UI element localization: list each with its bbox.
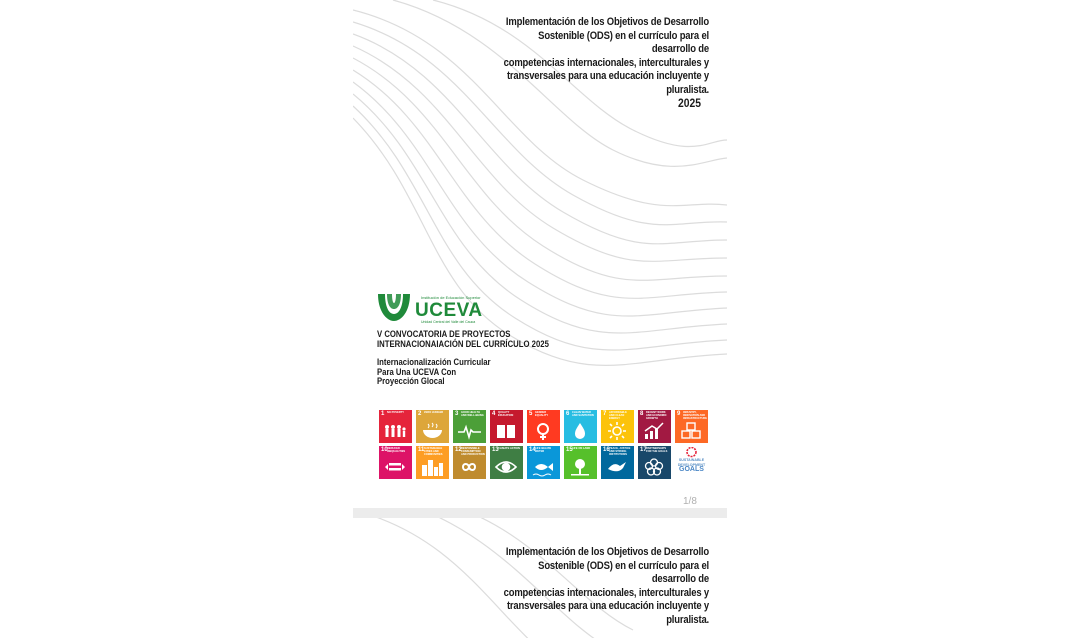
fish-icon bbox=[531, 457, 556, 477]
program-line: Proyección Glocal bbox=[377, 376, 445, 386]
sdg-tile-number: 11 bbox=[418, 447, 425, 453]
eye-globe-icon bbox=[494, 457, 519, 477]
sdg-tile-number: 12 bbox=[455, 447, 462, 453]
sdg-tile bbox=[453, 410, 486, 443]
program-heading bbox=[377, 358, 491, 387]
title-line: Implementación de los Objetivos de Desarrollo bbox=[505, 546, 709, 558]
sdg-tile-number: 9 bbox=[677, 411, 681, 417]
sdg-tile-number: 13 bbox=[492, 447, 499, 453]
sdg-tile-number: 2 bbox=[418, 411, 422, 417]
sdg-tile-number: 8 bbox=[640, 411, 644, 417]
sdg-tile bbox=[379, 410, 412, 443]
sdg-tile bbox=[379, 446, 412, 479]
sdg-tile-number: 14 bbox=[529, 447, 536, 453]
title-line: transversales para una educación incluyente y bbox=[506, 70, 709, 83]
sdg-tile bbox=[601, 410, 634, 443]
sdg-tile-label: INDUSTRY, INNOVATION AND INFRASTRUCTURE bbox=[683, 411, 707, 420]
sdg-tile bbox=[564, 446, 597, 479]
sdg-tile bbox=[564, 410, 597, 443]
goals-line: SUSTAINABLE bbox=[678, 458, 705, 462]
sdg-tile-label: SUSTAINABLE CITIES AND COMMUNITIES bbox=[424, 447, 443, 456]
convocatoria-line: INTERNACIONAIACIÓN DEL CURRÍCULO 2025 bbox=[377, 338, 549, 349]
document-year: 2025 bbox=[678, 96, 701, 110]
title-line: transversales para una educación incluyente y bbox=[506, 600, 709, 613]
sdg-tile-number: 5 bbox=[529, 411, 533, 417]
equality-icon bbox=[383, 457, 408, 477]
sdg-tile-number: 16 bbox=[603, 447, 610, 453]
sdg-tile-label: GENDER EQUALITY bbox=[535, 411, 549, 417]
sdg-tile-label: RESPONSIBLE CONSUMPTION AND PRODUCTION bbox=[461, 447, 485, 456]
sdg-tile-number: 17 bbox=[640, 447, 647, 453]
title-line: competencias internacionales, interculturales y bbox=[503, 56, 709, 69]
logo-tagline-top: Institución de Educación Superior bbox=[421, 295, 481, 300]
convocatoria-line: V CONVOCATORIA DE PROYECTOS bbox=[377, 329, 511, 339]
sdg-tile-label: CLIMATE ACTION bbox=[498, 447, 520, 450]
infinity-icon bbox=[457, 457, 482, 477]
cubes-icon bbox=[679, 421, 704, 441]
title-line: competencias internacionales, interculturales y bbox=[503, 586, 709, 599]
sdg-tile bbox=[638, 410, 671, 443]
growth-chart-icon bbox=[642, 421, 667, 441]
sdg-tile bbox=[527, 410, 560, 443]
sdg-tile-label: QUALITY EDUCATION bbox=[498, 411, 514, 417]
sdg-tile-number: 10 bbox=[381, 447, 388, 453]
document-page-1 bbox=[353, 0, 727, 508]
title-line: Sostenible (ODS) en el currículo para el desarrollo de bbox=[538, 559, 709, 586]
city-icon bbox=[420, 457, 445, 477]
sdg-tile-label: DECENT WORK AND ECONOMIC GROWTH bbox=[646, 411, 667, 420]
sdg-tile-label: GOOD HEALTH AND WELL-BEING bbox=[461, 411, 484, 417]
sdg-tile-label: AFFORDABLE AND CLEAN ENERGY bbox=[609, 411, 627, 420]
document-title bbox=[492, 16, 709, 98]
sdg-tile-label: ZERO HUNGER bbox=[424, 411, 444, 414]
sdg-tile-number: 15 bbox=[566, 447, 573, 453]
sdg-tile bbox=[638, 446, 671, 479]
sdg-tile-number: 7 bbox=[603, 411, 607, 417]
logo-wordmark: UCEVA bbox=[415, 300, 483, 321]
sdg-tile bbox=[601, 446, 634, 479]
sdg-tile-label: REDUCED INEQUALITIES bbox=[387, 447, 406, 453]
logo-tagline-bottom: Unidad Central del Valle del Cauca bbox=[421, 320, 476, 324]
dove-icon bbox=[605, 457, 630, 477]
page-indicator: 1/8 bbox=[683, 496, 697, 507]
sdg-tile-label: CLEAN WATER AND SANITATION bbox=[572, 411, 594, 417]
title-line: pluralista. bbox=[666, 83, 709, 96]
sdg-tile-number: 1 bbox=[381, 411, 385, 417]
document-page-2 bbox=[353, 518, 727, 638]
sdg-tile bbox=[675, 410, 708, 443]
gender-icon bbox=[531, 421, 556, 441]
sdg-tile-label: PARTNERSHIPS FOR THE GOALS bbox=[646, 447, 668, 453]
book-icon bbox=[494, 421, 519, 441]
sdg-tile-label: NO POVERTY bbox=[387, 411, 405, 414]
sdg-tile-number: 4 bbox=[492, 411, 496, 417]
sdg-tile bbox=[675, 446, 708, 479]
program-line: Para Una UCEVA Con bbox=[377, 366, 457, 377]
goals-line: DEVELOPMENT bbox=[677, 462, 706, 467]
water-drop-icon bbox=[568, 421, 593, 441]
title-line: pluralista. bbox=[666, 613, 709, 626]
sdg-tile bbox=[527, 446, 560, 479]
document-title bbox=[492, 546, 709, 628]
heartbeat-icon bbox=[457, 421, 482, 441]
sdg-tile-label: PEACE, JUSTICE AND STRONG INSTITUTIONS bbox=[609, 447, 631, 456]
tree-icon bbox=[568, 457, 593, 477]
title-line: Implementación de los Objetivos de Desarrollo bbox=[505, 16, 709, 28]
title-line: Sostenible (ODS) en el currículo para el desarrollo de bbox=[538, 29, 709, 56]
sdg-tiles-grid bbox=[379, 410, 705, 480]
sdg-tile-number: 3 bbox=[455, 411, 459, 417]
sdg-tile bbox=[490, 410, 523, 443]
goals-tile-big: GOALS bbox=[679, 466, 704, 473]
sdg-tile-label: LIFE ON LAND bbox=[572, 447, 591, 450]
page-separator bbox=[353, 508, 727, 518]
uceva-logo bbox=[375, 290, 495, 324]
uceva-emblem-icon bbox=[375, 290, 413, 324]
sdg-tile bbox=[453, 446, 486, 479]
sdg-tile-number: 6 bbox=[566, 411, 570, 417]
convocatoria-heading bbox=[377, 330, 549, 349]
people-icon bbox=[383, 421, 408, 441]
sdg-tile bbox=[490, 446, 523, 479]
bowl-icon bbox=[420, 421, 445, 441]
sdg-tile bbox=[416, 446, 449, 479]
sdg-tile bbox=[416, 410, 449, 443]
sdg-tile-label: LIFE BELOW WATER bbox=[535, 447, 551, 453]
program-line: Internacionalización Curricular bbox=[377, 357, 491, 367]
flower-icon bbox=[642, 457, 667, 477]
sun-icon bbox=[605, 421, 630, 441]
